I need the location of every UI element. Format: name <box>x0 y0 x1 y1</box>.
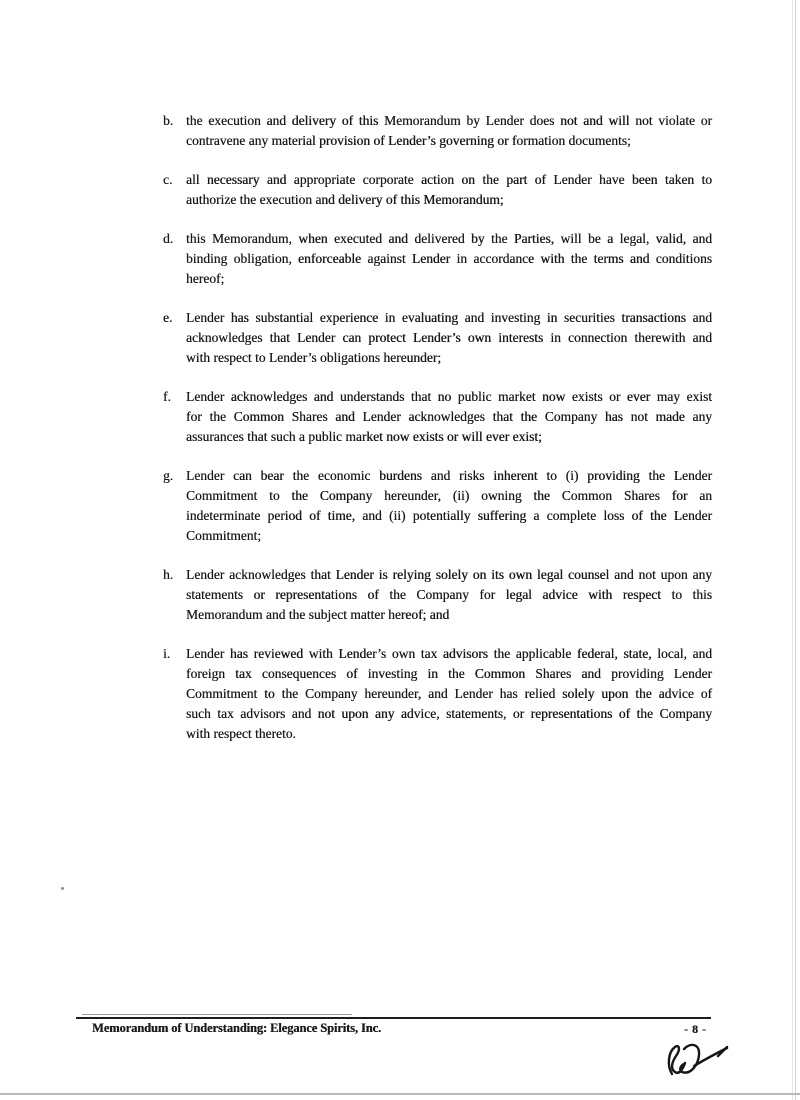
scan-edge-line-right-faint <box>792 0 793 1100</box>
clause-line: indeterminate period of time, and (ii) potentially suffering a complete loss of the Lender <box>186 508 712 523</box>
clause-line: with respect to Lender’s obligations hereunder; <box>186 350 442 365</box>
clause-item <box>163 644 712 744</box>
footer-doc-title: Memorandum of Understanding: Elegance Spirits, Inc. <box>92 1021 382 1035</box>
clause-line: Commitment to the Company hereunder, (ii) owning the Common Shares for an <box>186 488 712 503</box>
footer-page-number: - 8 - <box>684 1022 707 1036</box>
clause-line: authorize the execution and delivery of this Memorandum; <box>186 192 504 207</box>
clause-line: Lender can bear the economic burdens and risks inherent to (i) providing the Lender <box>186 468 712 483</box>
scan-edge-line-bottom <box>0 1093 800 1095</box>
memorandum-clause-list <box>163 111 712 763</box>
clause-line: Lender has reviewed with Lender’s own tax advisors the applicable federal, state, local, and <box>186 646 712 661</box>
clause-line: such tax advisors and not upon any advice, statements, or representations of the Company <box>186 706 712 721</box>
clause-letter: g. <box>163 468 174 483</box>
clause-letter: i. <box>163 646 171 661</box>
clause-text <box>186 170 712 210</box>
clause-letter: e. <box>163 310 173 325</box>
clause-item <box>163 229 712 289</box>
clause-line: the execution and delivery of this Memorandum by Lender does not and will not violate or <box>186 113 712 128</box>
clause-text <box>186 308 712 368</box>
clause-letter: b. <box>163 113 174 128</box>
clause-item <box>163 111 712 151</box>
clause-text <box>186 644 712 744</box>
clause-line: Lender has substantial experience in evaluating and investing in securities transactions and <box>186 310 712 325</box>
clause-line: this Memorandum, when executed and delivered by the Parties, will be a legal, valid, and <box>186 231 712 246</box>
clause-line: Commitment; <box>186 528 262 543</box>
clause-line: Memorandum and the subject matter hereof; and <box>186 607 450 622</box>
scan-speck <box>61 887 64 890</box>
clause-text <box>186 565 712 625</box>
clause-letter: f. <box>163 389 171 404</box>
clause-text <box>186 111 712 151</box>
clause-line: all necessary and appropriate corporate action on the part of Lender have been taken to <box>186 172 712 187</box>
clause-letter: h. <box>163 567 174 582</box>
clause-line: Lender acknowledges and understands that no public market now exists or ever may exist <box>186 389 712 404</box>
clause-line: hereof; <box>186 271 225 286</box>
clause-line: acknowledges that Lender can protect Lender’s own interests in connection therewith and <box>186 330 712 345</box>
clause-line: Commitment to the Company hereunder, and Lender has relied solely upon the advice of <box>186 686 712 701</box>
footer-rule <box>76 1017 711 1019</box>
clause-line: assurances that such a public market now exists or will ever exist; <box>186 429 542 444</box>
clause-text <box>186 466 712 546</box>
clause-text <box>186 229 712 289</box>
clause-item <box>163 565 712 625</box>
clause-line: with respect thereto. <box>186 726 296 741</box>
clause-letter: d. <box>163 231 174 246</box>
clause-letter: c. <box>163 172 173 187</box>
clause-line: for the Common Shares and Lender acknowledges that the Company has not made any <box>186 409 712 424</box>
clause-line: contravene any material provision of Lender’s governing or formation documents; <box>186 133 631 148</box>
scan-edge-line-right <box>795 0 796 1100</box>
clause-line: statements or representations of the Company for legal advice with respect to this <box>186 587 712 602</box>
handwritten-initials-icon <box>660 1038 732 1080</box>
clause-line: Lender acknowledges that Lender is relying solely on its own legal counsel and not upon any <box>186 567 712 582</box>
clause-text <box>186 387 712 447</box>
clause-item <box>163 387 712 447</box>
clause-item <box>163 466 712 546</box>
clause-line: binding obligation, enforceable against Lender in accordance with the terms and conditions <box>186 251 712 266</box>
clause-item <box>163 170 712 210</box>
clause-item <box>163 308 712 368</box>
clause-line: foreign tax consequences of investing in the Common Shares and providing Lender <box>186 666 712 681</box>
